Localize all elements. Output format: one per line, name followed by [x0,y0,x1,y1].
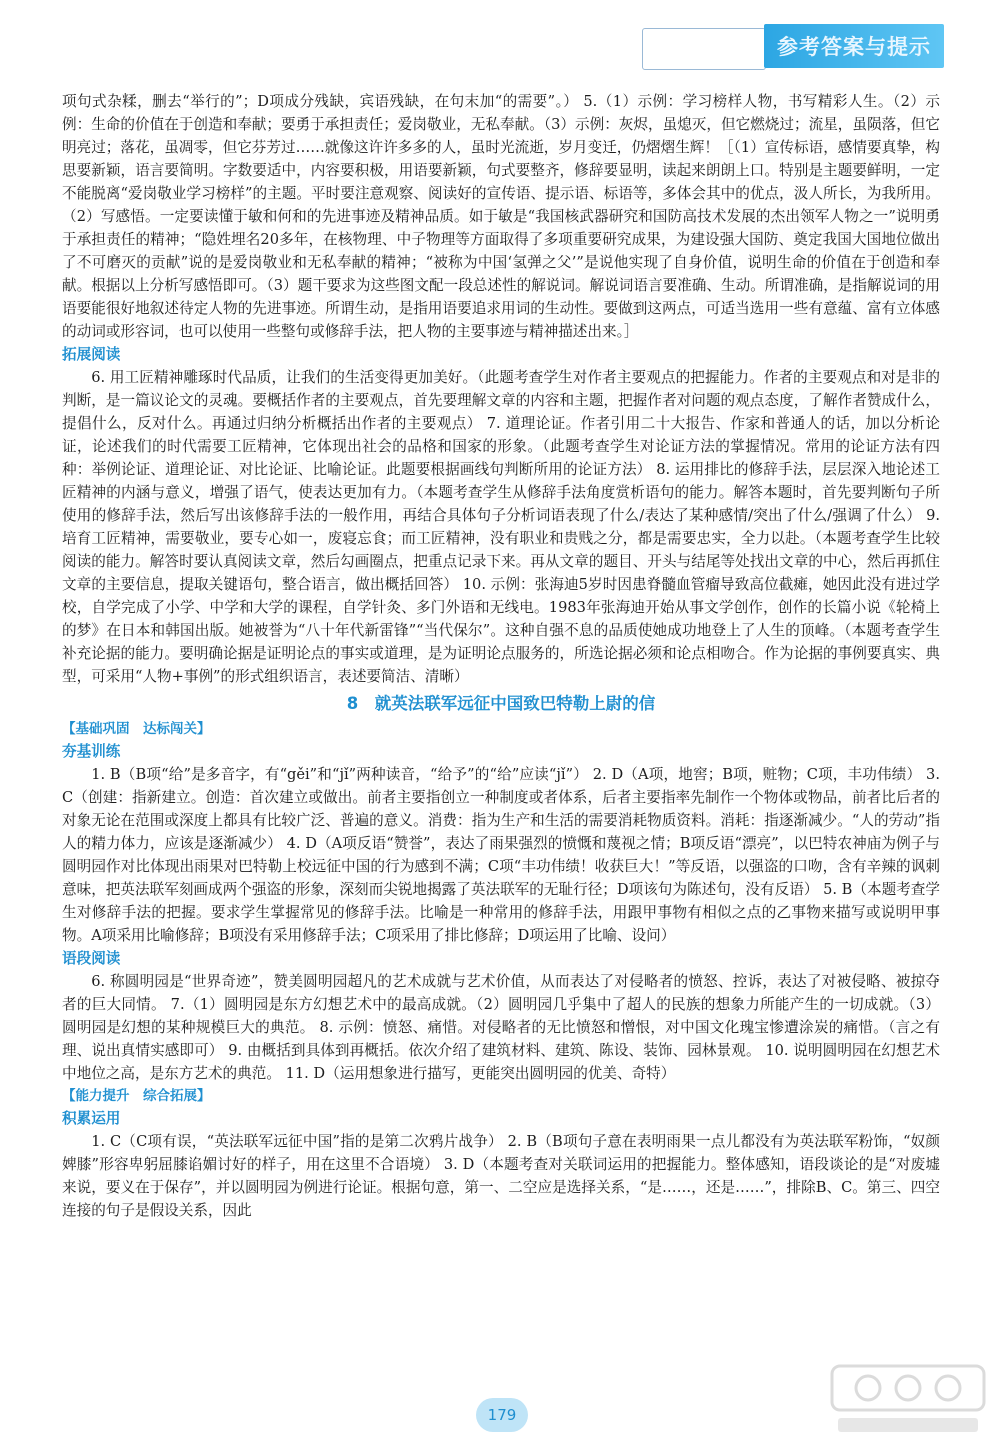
answer-paragraph-3: 1. B（B项“给”是多音字，有“gěi”和“jǐ”两种读音，“给予”的“给”应读“jǐ”） 2. D（A项，地窖；B项，赃物；C项，丰功伟绩） 3. C（创建：指新建立。创造：首次建立或做出。前者主要指创立一种制度或者体系，后者主要指率先制作一个物体或物品，前者比后者的对象无论在范围或深度上都具有比较广泛、普遍的意义。消费：指为生产和生活的需要消耗物质资料。消耗：指逐渐减少。“人的劳动”指人的精力体力，应该是逐渐减少） 4. D（A项反语“赞誉”，表达了雨果强烈的愤慨和蔑视之情；B项反语“漂亮”，以巴特农神庙为例子与圆明园作对比体现出雨果对巴特勒上校远征中国的行为感到不满；C项“丰功伟绩！收获巨大！”等反语，以强盗的口吻，含有辛辣的讽刺意味，把英法联军刻画成两个强盗的形象，深刻而尖锐地揭露了英法联军的无耻行径；D项该句为陈述句，没有反语） 5. B（本题考查学生对修辞手法的把握。要求学生掌握常见的修辞手法。比喻是一种常用的修辞手法，用跟甲事物有相似之点的乙事物来描写或说明甲事物。A项采用比喻修辞；B项没有采用修辞手法；C项采用了排比修辞；D项运用了比喻、设问） [62,766,940,944]
group-label-basic: 【基础巩固 达标闯关】 [62,721,211,737]
answer-content [62,90,940,1222]
watermark-logo-icon [828,1362,988,1438]
answer-paragraph-4: 6. 称圆明园是“世界奇迹”，赞美圆明园超凡的艺术成就与艺术价值，从而表达了对侵略者的愤怒、控诉，表达了对被侵略、被掠夺者的巨大同情。 7.（1）圆明园是东方幻想艺术中的最高成就。（2）圆明园几乎集中了超人的民族的想象力所能产生的一切成就。（3）圆明园是幻想的某种规模巨大的典范。 8. 示例：愤怒、痛惜。对侵略者的无比愤怒和憎恨，对中国文化瑰宝惨遭涂炭的痛惜。（言之有理、说出真情实感即可） 9. 由概括到具体到再概括。依次介绍了建筑材料、建筑、陈设、装饰、园林景观。 10. 说明圆明园在幻想艺术中地位之高，是东方艺术的典范。 11. D（运用想象进行描写，更能突出圆明园的优美、奇特） [62,973,940,1082]
section-label-foundation: 夯基训练 [62,743,121,760]
answer-paragraph-2: 6. 用工匠精神雕琢时代品质，让我们的生活变得更加美好。（此题考查学生对作者主要观点的把握能力。作者的主要观点和对是非的判断，是一篇议论文的灵魂。要概括作者的主要观点，首先要理解文章的内容和主题，把握作者对问题的观点态度，了解作者赞成什么，提倡什么，反对什么。再通过归纳分析概括出作者的主要观点） 7. 道理论证。作者引用二十大报告、作家和普通人的话，加以分析论证，论述我们的时代需要工匠精神，它体现出社会的品格和国家的形象。（此题考查学生对论证方法的掌握情况。常用的论证方法有四种：举例论证、道理论证、对比论证、比喻论证。此题要根据画线句判断所用的论证方法） 8. 运用排比的修辞手法，层层深入地论述工匠精神的内涵与意义，增强了语气，使表达更加有力。（本题考查学生从修辞手法角度赏析语句的能力。解答本题时，首先要判断句子所使用的修辞手法，然后写出该修辞手法的一般作用，再结合具体句子分析词语表现了什么/表达了某种感情/突出了什么/强调了什么） 9. 培育工匠精神，需要敬业，要专心如一，废寝忘食；而工匠精神，没有职业和贵贱之分，都是需要忠实，全力以赴。（本题考查学生比较阅读的能力。解答时要认真阅读文章，然后勾画圈点，把重点记录下来。再从文章的题目、开头与结尾等处找出文章的中心，然后再抓住文章的主要信息，提取关键语句，整合语言，做出概括回答） 10. 示例：张海迪5岁时因患脊髓血管瘤导致高位截瘫，她因此没有进过学校，自学完成了小学、中学和大学的课程，自学针灸、多门外语和无线电。1983年张海迪开始从事文学创作，创作的长篇小说《轮椅上的梦》在日本和韩国出版。她被誉为“八十年代新雷锋”“当代保尔”。这种自强不息的品质使她成功地登上了人生的顶峰。（本题考查学生补充论据的能力。要明确论据是证明论点的事实或道理，是为证明论点服务的，所选论据必须和论点相吻合。作为论据的事例要真实、典型，可采用“人物+事例”的形式组织语言，表述要简洁、清晰） [62,369,940,685]
section-label-accumulate: 积累运用 [62,1110,121,1127]
answer-paragraph-1: 项句式杂糅，删去“举行的”；D项成分残缺，宾语残缺，在句末加“的需要”。） 5.（1）示例：学习榜样人物，书写精彩人生。（2）示例：生命的价值在于创造和奉献；要勇于承担责任；爱岗敬业，无私奉献。（3）示例：灰烬，虽熄灭，但它燃烧过；流星，虽陨落，但它明亮过；落花，虽凋零，但它芬芳过……就像这许许多多的人，虽时光流逝，岁月变迁，仍熠熠生辉！［（1）宣传标语，感情要真挚，构思要新颖，语言要简明。字数要适中，内容要积极，用语要新颖，句式要整齐，修辞要显明，读起来朗朗上口。特别是主题要鲜明，一定不能脱离“爱岗敬业学习榜样”的主题。平时要注意观察、阅读好的宣传语、提示语、标语等，多体会其中的优点，汲人所长，为我所用。（2）写感悟。一定要读懂于敏和何和的先进事迹及精神品质。如于敏是“我国核武器研究和国防高技术发展的杰出领军人物之一”说明勇于承担责任的精神；“隐姓埋名20多年，在核物理、中子物理等方面取得了多项重要研究成果，为建设强大国防、奠定我国大国地位做出了不可磨灭的贡献”说的是爱岗敬业和无私奉献的精神；“被称为中国‘氢弹之父’”是说他实现了自身价值，说明生命的价值在于创造和奉献。根据以上分析写感悟即可。（3）题干要求为这些图文配一段总述性的解说词。解说词语言要准确、生动。所谓准确，是指解说词的用语要能很好地叙述待定人物的先进事迹。所谓生动，是指用语要追求用词的生动性。要做到这两点，可适当选用一些有意蕴、富有立体感的动词或形容词，也可以使用一些整句或修辞手法，把人物的主要事迹与精神描述出来。］ [62,93,940,340]
answer-paragraph-5: 1. C（C项有误，“英法联军远征中国”指的是第二次鸦片战争） 2. B（B项句子意在表明雨果一点儿都没有为英法联军粉饰，“奴颜婢膝”形容卑躬屈膝谄媚讨好的样子，用在这里不合语境） 3. D（本题考查对关联词运用的把握能力。整体感知，语段谈论的是“对废墟来说，要义在于保存”，并以圆明园为例进行论证。根据句意，第一、二空应是选择关系，“是……，还是……”，排除B、C。第三、四空连接的句子是假设关系，因此 [62,1133,940,1219]
header-blank-box [642,28,766,70]
header-banner: 参考答案与提示 [764,24,944,68]
page-number: 179 [476,1398,528,1432]
lesson-title: 8 就英法联军远征中国致巴特勒上尉的信 [346,694,656,713]
group-label-ability: 【能力提升 综合拓展】 [62,1088,211,1104]
section-label-extend-reading: 拓展阅读 [62,346,121,363]
section-label-passage-reading: 语段阅读 [62,950,121,967]
